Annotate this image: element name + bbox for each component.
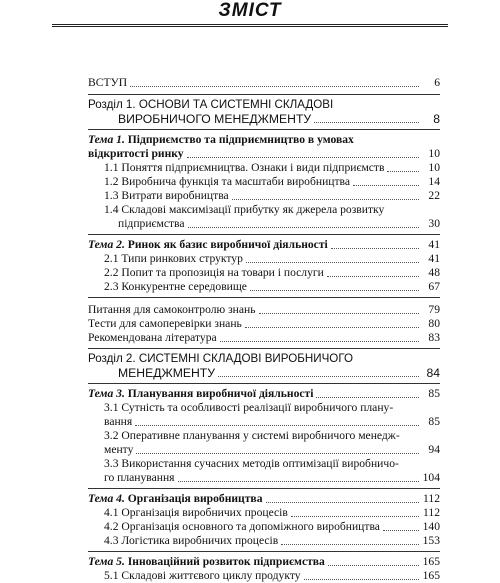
toc-entry-text: 1.1 Поняття підприємництва. Ознаки і види підприємств <box>104 161 385 174</box>
divider <box>88 551 440 552</box>
theme-label: Тема 2. <box>88 238 125 251</box>
toc-entry-text: 4.3 Логістика виробничих процесів <box>104 534 279 547</box>
toc-entry-text: ВСТУП <box>88 76 128 89</box>
toc-entry-text: 4.2 Організація основного та допоміжного виробництва <box>104 520 380 533</box>
toc-entry-text: 2.3 Конкурентне середовище <box>104 280 247 293</box>
dot-leader <box>314 122 419 123</box>
toc-page-number: 83 <box>428 331 440 344</box>
dot-leader <box>327 276 419 277</box>
theme-title: Підприємство та підприємництво в умовах <box>124 133 354 146</box>
toc-entry-text: Тести для самоперевірки знань <box>88 317 242 330</box>
toc-entry-3-3[interactable] <box>88 457 440 485</box>
toc-entry-section-2 <box>88 366 440 380</box>
page-header <box>52 0 448 27</box>
dot-leader <box>188 227 419 228</box>
toc-page-number: 84 <box>426 366 440 380</box>
dot-leader <box>136 453 419 454</box>
divider <box>88 383 440 384</box>
toc-section-1[interactable] <box>88 98 440 126</box>
section-title-line: Розділ 1. ОСНОВИ ТА СИСТЕМНІ СКЛАДОВІ <box>88 98 334 111</box>
toc-page-number: 67 <box>428 280 440 293</box>
toc-entry-text: го планування <box>104 471 175 484</box>
toc-page-number: 8 <box>433 112 440 126</box>
toc-entry-theme-1 <box>88 147 440 161</box>
toc-entry-self-control[interactable] <box>88 303 440 317</box>
dot-leader <box>130 86 419 87</box>
toc-entry-text: 2.2 Попит та пропозиція на товари і послуги <box>104 266 324 279</box>
toc-entry-continued <box>88 415 440 429</box>
toc-entry-text: підприємства <box>118 217 185 230</box>
page-title: ЗМІСТ <box>218 0 282 21</box>
divider <box>88 234 440 235</box>
toc-page-number: 94 <box>428 443 440 456</box>
toc-page-number: 41 <box>428 252 440 265</box>
dot-leader <box>383 530 419 531</box>
toc-theme-1[interactable] <box>88 133 440 161</box>
section-title-line: Розділ 2. СИСТЕМНІ СКЛАДОВІ ВИРОБНИЧОГО <box>88 352 353 365</box>
toc-page-number: 112 <box>423 492 440 505</box>
toc-entry-text: 1.4 Складові максимізації прибутку як джерела розвитку <box>104 203 385 216</box>
toc-entry-1-2[interactable] <box>88 175 440 189</box>
toc-section-2[interactable] <box>88 352 440 380</box>
toc-page-number: 10 <box>428 147 440 160</box>
dot-leader <box>304 579 419 580</box>
dot-leader <box>246 262 419 263</box>
toc-page-number: 48 <box>428 266 440 279</box>
toc-page-number: 153 <box>422 534 440 547</box>
toc-theme-4[interactable] <box>88 492 440 506</box>
dot-leader <box>316 397 419 398</box>
toc-page-number: 30 <box>428 217 440 230</box>
divider <box>88 348 440 349</box>
toc-page-number: 165 <box>422 569 440 582</box>
dot-leader <box>328 565 419 566</box>
toc-entry-3-1[interactable] <box>88 401 440 429</box>
toc-entry-continued <box>88 217 440 231</box>
toc-entry-1-4[interactable] <box>88 203 440 231</box>
dot-leader <box>353 185 419 186</box>
toc-entry-5-1[interactable] <box>88 569 440 583</box>
dot-leader <box>331 248 419 249</box>
toc-entry-intro[interactable] <box>88 76 440 90</box>
theme-label: Тема 3. <box>88 387 125 400</box>
toc-entry-text: 3.1 Сутність та особливості реалізації виробничого плану- <box>104 401 394 414</box>
theme-title: Організація виробництва <box>124 492 263 505</box>
table-of-contents <box>88 76 440 583</box>
dot-leader <box>245 327 419 328</box>
theme-label: Тема 1. <box>88 133 125 146</box>
toc-entry-text: 5.1 Складові життєвого циклу продукту <box>104 569 301 582</box>
toc-page-number: 85 <box>428 415 440 428</box>
divider <box>88 94 440 95</box>
toc-entry-text: менту <box>104 443 134 456</box>
toc-entry-text: 2.1 Типи ринкових структур <box>104 252 243 265</box>
toc-page-number: 104 <box>422 471 440 484</box>
section-title-line: МЕНЕДЖМЕНТУ <box>118 366 215 380</box>
divider <box>88 297 440 298</box>
toc-page-number: 165 <box>422 555 440 568</box>
toc-entry-text: 4.1 Організація виробничих процесів <box>104 506 288 519</box>
divider <box>88 488 440 489</box>
toc-entry-tests[interactable] <box>88 317 440 331</box>
toc-theme-2[interactable] <box>88 238 440 252</box>
toc-page-number: 10 <box>428 161 440 174</box>
toc-entry-2-3[interactable] <box>88 280 440 294</box>
toc-page-number: 140 <box>422 520 440 533</box>
toc-entry-text: 1.2 Виробнича функція та масштаби виробництва <box>104 175 351 188</box>
dot-leader <box>281 544 419 545</box>
toc-page-number: 22 <box>428 189 440 202</box>
toc-entry-3-2[interactable] <box>88 429 440 457</box>
theme-label: Тема 4. <box>88 492 125 505</box>
dot-leader <box>291 516 419 517</box>
toc-entry-text: 3.3 Використання сучасних методів оптимізації виробничо- <box>104 457 399 470</box>
toc-page-number: 41 <box>428 238 440 251</box>
toc-theme-5[interactable] <box>88 555 440 569</box>
toc-entry-4-3[interactable] <box>88 534 440 548</box>
toc-page-number: 80 <box>428 317 440 330</box>
dot-leader <box>250 290 419 291</box>
dot-leader <box>266 502 420 503</box>
dot-leader <box>187 157 419 158</box>
toc-entry-continued <box>88 471 440 485</box>
theme-title: Планування виробничої діяльності <box>124 387 314 400</box>
dot-leader <box>218 376 419 377</box>
toc-page-number: 14 <box>428 175 440 188</box>
toc-page-number: 85 <box>428 387 440 400</box>
toc-entry-2-1[interactable] <box>88 252 440 266</box>
toc-entry-text: Питання для самоконтролю знань <box>88 303 256 316</box>
dot-leader <box>232 199 419 200</box>
dot-leader <box>135 425 419 426</box>
toc-entry-continued <box>88 443 440 457</box>
theme-title: Ринок як базис виробничої діяльності <box>124 238 328 251</box>
toc-entry-text: Рекомендована література <box>88 331 217 344</box>
toc-page-number: 79 <box>428 303 440 316</box>
toc-page-number: 112 <box>423 506 440 519</box>
dot-leader <box>178 481 419 482</box>
dot-leader <box>220 341 419 342</box>
dot-leader <box>387 171 419 172</box>
toc-entry-4-2[interactable] <box>88 520 440 534</box>
theme-title: Інноваційний розвиток підприємства <box>124 555 325 568</box>
dot-leader <box>259 313 419 314</box>
toc-entry-4-1[interactable] <box>88 506 440 520</box>
toc-entry-text: вання <box>104 415 133 428</box>
theme-title-line <box>88 133 440 147</box>
toc-page-number: 6 <box>434 76 440 89</box>
toc-theme-3[interactable] <box>88 387 440 401</box>
toc-entry-2-2[interactable] <box>88 266 440 280</box>
toc-entry-1-3[interactable] <box>88 189 440 203</box>
toc-entry-literature[interactable] <box>88 331 440 345</box>
toc-entry-text: 1.3 Витрати виробництва <box>104 189 229 202</box>
section-title-line: ВИРОБНИЧОГО МЕНЕДЖМЕНТУ <box>118 112 312 126</box>
theme-label: Тема 5. <box>88 555 125 568</box>
toc-entry-section-1 <box>88 112 440 126</box>
toc-entry-1-1[interactable] <box>88 161 440 175</box>
divider <box>88 129 440 130</box>
toc-entry-text: 3.2 Оперативне планування у системі виробничого менедж- <box>104 429 400 442</box>
theme-title-continued: відкритості ринку <box>88 147 184 160</box>
